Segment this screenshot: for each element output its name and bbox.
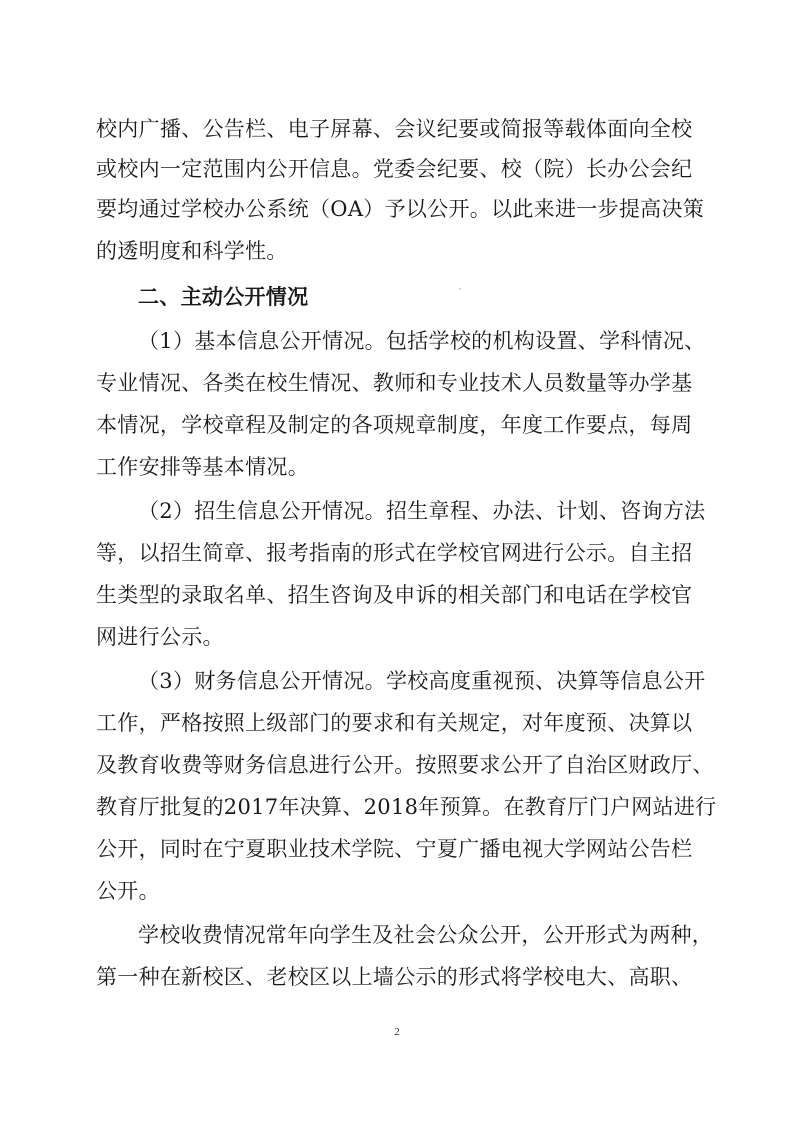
- line-text: （3）财务信息公开情况。学校高度重视预、决算等信息公开: [138, 669, 706, 693]
- body-text-line: [0, 326, 793, 356]
- body-text-line: [0, 666, 793, 696]
- body-text-line: [0, 962, 793, 992]
- line-text: 及教育收费等财务信息进行公开。按照要求公开了自治区财政厅、: [96, 753, 714, 777]
- line-text: 本情况，学校章程及制定的各项规章制度，年度工作要点，每周: [96, 413, 693, 437]
- line-text: 第一种在新校区、老校区以上墙公示的形式将学校电大、高职、: [96, 965, 693, 989]
- body-text-line: [0, 368, 793, 398]
- line-text: 公开。: [96, 879, 160, 903]
- body-text-line: [0, 452, 793, 482]
- section-heading-text: 二、主动公开情况: [138, 284, 309, 309]
- body-text-line: [0, 194, 793, 224]
- line-text: 专业情况、各类在校生情况、教师和专业技术人员数量等办学基: [96, 371, 693, 395]
- line-text: 工作安排等基本情况。: [96, 455, 309, 479]
- body-text-line: [0, 114, 793, 144]
- line-text: 学校收费情况常年向学生及社会公众公开，公开形式为两种，: [138, 923, 714, 947]
- line-text: 或校内一定范围内公开信息。党委会纪要、校（院）长办公会纪: [96, 157, 693, 181]
- line-text: 校内广播、公告栏、电子屏幕、会议纪要或简报等载体面向全校: [96, 117, 693, 141]
- body-text-line: [0, 496, 793, 526]
- body-text-line: [0, 410, 793, 440]
- line-text: 网进行公示。: [96, 625, 224, 649]
- body-text-line: [0, 236, 793, 266]
- body-text-line: [0, 920, 793, 950]
- line-text: 的透明度和科学性。: [96, 239, 288, 263]
- line-text: 要均通过学校办公系统（OA）予以公开。以此来进一步提高决策: [96, 197, 705, 221]
- line-text: 等，以招生简章、报考指南的形式在学校官网进行公示。自主招: [96, 541, 693, 565]
- body-text-line: [0, 622, 793, 652]
- body-text-line: [0, 834, 793, 864]
- section-heading: [0, 282, 793, 312]
- line-text: 教育厅批复的2017年决算、2018年预算。在教育厅门户网站进行: [96, 795, 717, 819]
- body-text-line: [0, 580, 793, 610]
- page-number: 2: [394, 1026, 400, 1038]
- scan-speck: [459, 288, 461, 290]
- line-text: 工作，严格按照上级部门的要求和有关规定，对年度预、决算以: [96, 711, 693, 735]
- line-text: （1）基本信息公开情况。包括学校的机构设置、学科情况、: [138, 329, 706, 353]
- body-text-line: [0, 792, 793, 822]
- body-text-line: [0, 154, 793, 184]
- line-text: 公开，同时在宁夏职业技术学院、宁夏广播电视大学网站公告栏: [96, 837, 693, 861]
- body-text-line: [0, 876, 793, 906]
- body-text-line: [0, 708, 793, 738]
- line-text: 生类型的录取名单、招生咨询及申诉的相关部门和电话在学校官: [96, 583, 693, 607]
- body-text-line: [0, 538, 793, 568]
- body-text-line: [0, 750, 793, 780]
- line-text: （2）招生信息公开情况。招生章程、办法、计划、咨询方法: [138, 499, 706, 523]
